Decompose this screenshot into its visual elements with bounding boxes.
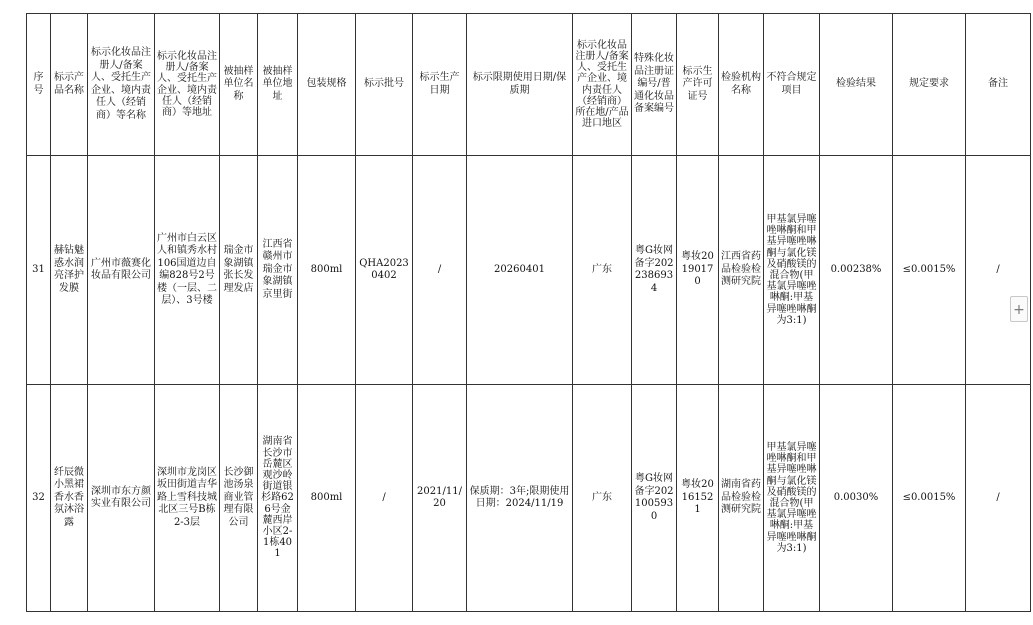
cell-requirement: ≤0.0015% [893,156,966,385]
cell-sampled-unit: 瑞金市象湖镇张长发理发店 [220,156,258,385]
cell-registrant: 深圳市东方颜实业有限公司 [88,385,155,612]
table-header-row [27,14,1031,156]
header-package-spec: 包装规格 [298,14,356,156]
cell-seq: 32 [27,385,51,612]
add-button[interactable] [1010,296,1028,322]
cell-production-date: / [413,156,467,385]
cell-package-spec: 800ml [298,156,356,385]
table-row [27,385,1031,612]
cell-sampled-unit: 长沙御池汤泉商业管理有限公司 [220,385,258,612]
inspection-results-sheet [26,13,1010,611]
cell-license: 粤妆20161521 [677,385,719,612]
header-seq: 序号 [27,14,51,156]
cell-special-cert: 粤G妆网备字2022386934 [632,156,677,385]
cell-inspection-org: 湖南省药品检验检测研究院 [719,385,764,612]
header-remark: 备注 [966,14,1031,156]
header-production-date: 标示生产日期 [413,14,467,156]
cell-special-cert: 粤G妆网备字2021005930 [632,385,677,612]
cell-product-name: 赫钻魅惑水润亮泽护发膜 [51,156,88,385]
cell-requirement: ≤0.0015% [893,385,966,612]
cell-inspection-org: 江西省药品检验检测研究院 [719,156,764,385]
table-row [27,156,1031,385]
header-sampled-unit: 被抽样单位名称 [220,14,258,156]
plus-icon: + [1013,302,1025,318]
cell-registrant: 广州市薇赛化妆品有限公司 [88,156,155,385]
header-requirement: 规定要求 [893,14,966,156]
header-origin: 标示化妆品注册人/备案人、受托生产企业、境内责任人（经销商）所在地/产品进口地区 [573,14,632,156]
cell-license: 粤妆20190170 [677,156,719,385]
header-sampled-address: 被抽样单位地址 [258,14,298,156]
cell-batch-no: / [356,385,413,612]
cell-seq: 31 [27,156,51,385]
cell-sampled-address: 湖南省长沙市岳麓区观沙岭街道银杉路626号金麓西岸小区2-1栋401 [258,385,298,612]
cell-result: 0.0030% [820,385,893,612]
inspection-results-table [26,13,1031,612]
cell-result: 0.00238% [820,156,893,385]
cell-sampled-address: 江西省赣州市瑞金市象湖镇京里街 [258,156,298,385]
header-batch-no: 标示批号 [356,14,413,156]
cell-nonconforming: 甲基氯异噻唑啉酮和甲基异噻唑啉酮与氯化镁及硝酸镁的混合物(甲基氯异噻唑啉酮:甲基异噻唑啉酮为3:1) [764,156,820,385]
cell-production-date: 2021/11/20 [413,385,467,612]
cell-expiry: 保质期：3年;限期使用日期：2024/11/19 [467,385,573,612]
header-result: 检验结果 [820,14,893,156]
cell-remark: / [966,385,1031,612]
header-product-name: 标示产品名称 [51,14,88,156]
header-registrant-address: 标示化妆品注册人/备案人、受托生产企业、境内责任人（经销商）等地址 [155,14,220,156]
header-license: 标示生产许可证号 [677,14,719,156]
cell-registrant-address: 广州市白云区人和镇秀水村106国道边自编828号2号楼（一层、二层）、3号楼 [155,156,220,385]
header-special-cert: 特殊化妆品注册证编号/普通化妆品备案编号 [632,14,677,156]
header-expiry: 标示限期使用日期/保质期 [467,14,573,156]
header-registrant: 标示化妆品注册人/备案人、受托生产企业、境内责任人（经销商）等名称 [88,14,155,156]
cell-product-name: 纤辰微小黑裙香水香氛沐浴露 [51,385,88,612]
cell-remark: / [966,156,1031,385]
cell-origin: 广东 [573,156,632,385]
cell-nonconforming: 甲基氯异噻唑啉酮和甲基异噻唑啉酮与氯化镁及硝酸镁的混合物(甲基氯异噻唑啉酮:甲基异噻唑啉酮为3:1) [764,385,820,612]
header-nonconforming: 不符合规定项目 [764,14,820,156]
cell-package-spec: 800ml [298,385,356,612]
cell-expiry: 20260401 [467,156,573,385]
cell-registrant-address: 深圳市龙岗区坂田街道吉华路上雪科技城北区三号B栋2-3层 [155,385,220,612]
cell-batch-no: QHA20230402 [356,156,413,385]
header-inspection-org: 检验机构名称 [719,14,764,156]
cell-origin: 广东 [573,385,632,612]
